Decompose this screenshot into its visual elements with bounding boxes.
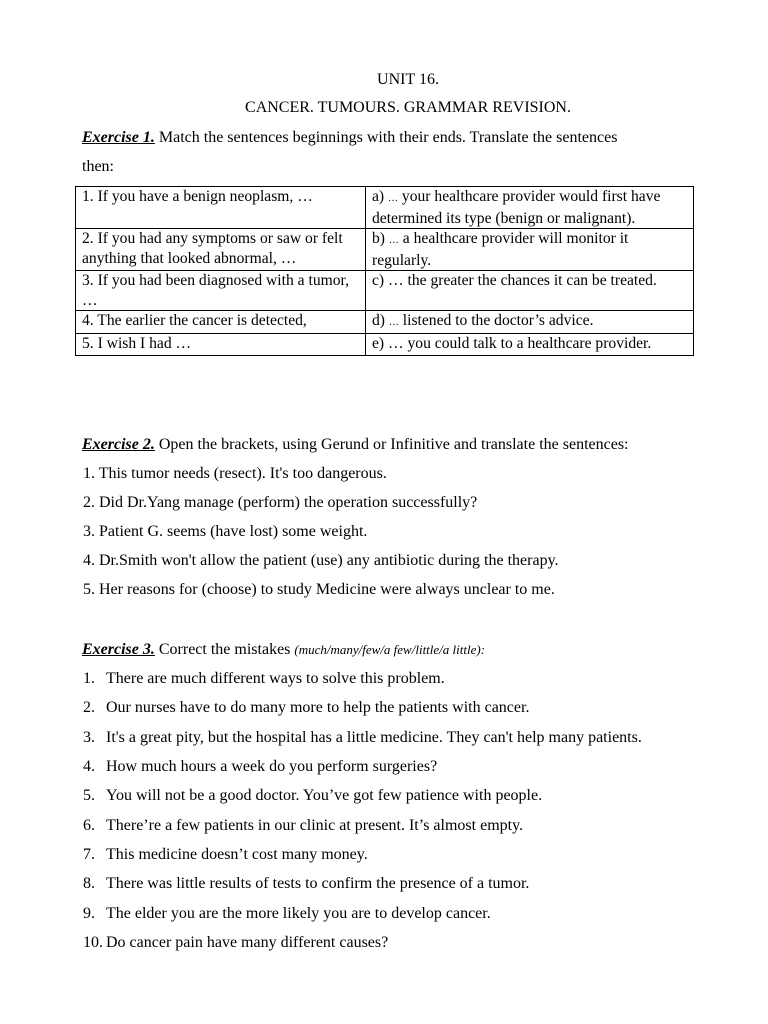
unit-title: UNIT 16.	[377, 71, 439, 88]
item-number: 3.	[83, 729, 95, 746]
table-cell-beginning: 2. If you had any symptoms or saw or felt anything that looked abnormal, …	[76, 229, 366, 271]
table-row	[76, 229, 694, 271]
table-cell-beginning: 1. If you have a benign neoplasm, …	[76, 187, 366, 229]
exercise2-instruction	[82, 435, 629, 455]
exercise3-label: Exercise 3.	[82, 641, 155, 658]
table-row	[76, 333, 694, 356]
item-text: Our nurses have to do many more to help the patients with cancer.	[106, 699, 530, 716]
ending-letter: a)	[372, 188, 389, 205]
exercise3-item	[83, 757, 437, 777]
table-row	[76, 271, 694, 311]
ending-ellipsis: …	[388, 235, 399, 246]
item-text: The elder you are the more likely you are to develop cancer.	[106, 905, 491, 922]
item-number: 4.	[83, 758, 95, 775]
ending-letter: d)	[372, 312, 389, 329]
item-text: How much hours a week do you perform surgeries?	[106, 758, 438, 775]
unit-subtitle: CANCER. TUMOURS. GRAMMAR REVISION.	[245, 99, 571, 116]
exercise1-instruction-text: Match the sentences beginnings with their ends. Translate the sentences	[154, 129, 618, 146]
table-cell-beginning: 4. The earlier the cancer is detected,	[76, 311, 366, 334]
ending-ellipsis: …	[388, 317, 399, 328]
item-number: 5.	[83, 787, 95, 804]
exercise3-item	[83, 933, 388, 953]
exercise3-item	[83, 874, 529, 894]
item-text: It's a great pity, but the hospital has a little medicine. They can't help many patients.	[106, 729, 642, 746]
exercise3-item	[83, 904, 491, 924]
item-text: There are much different ways to solve this problem.	[106, 670, 445, 687]
exercise3-item	[83, 728, 642, 748]
item-number: 10.	[83, 934, 103, 951]
exercise2-item: 1. This tumor needs (resect). It's too dangerous.	[83, 465, 387, 482]
table-cell-ending	[366, 311, 694, 334]
exercise3-item	[83, 698, 529, 718]
exercise1-instruction-cont: then:	[82, 158, 114, 175]
table-cell-ending	[366, 229, 694, 271]
item-text: There was little results of tests to confirm the presence of a tumor.	[106, 875, 530, 892]
item-text: You will not be a good doctor. You’ve got few patience with people.	[106, 787, 543, 804]
item-number: 8.	[83, 875, 95, 892]
exercise3-instruction	[82, 640, 485, 660]
ending-text: … the greater the chances it can be treated.	[388, 272, 657, 289]
table-cell-ending	[366, 333, 694, 356]
table-cell-ending	[366, 271, 694, 311]
ending-letter: e)	[372, 334, 389, 352]
item-number: 2.	[83, 699, 95, 716]
item-text: There’re a few patients in our clinic at present. It’s almost empty.	[106, 817, 524, 834]
table-cell-beginning: 3. If you had been diagnosed with a tumor, …	[76, 271, 366, 311]
exercise2-instruction-text: Open the brackets, using Gerund or Infinitive and translate the sentences:	[154, 436, 629, 453]
table-cell-ending	[366, 187, 694, 229]
exercise3-item	[83, 669, 445, 689]
exercise3-item	[83, 845, 368, 865]
item-number: 1.	[83, 670, 95, 687]
item-number: 7.	[83, 846, 95, 863]
exercise3-item	[83, 786, 542, 806]
exercise2-item: 2. Did Dr.Yang manage (perform) the operation successfully?	[83, 494, 478, 511]
item-text: This medicine doesn’t cost many money.	[106, 846, 368, 863]
exercise2-item: 4. Dr.Smith won't allow the patient (use) any antibiotic during the therapy.	[83, 552, 559, 569]
ending-text: listened to the doctor’s advice.	[398, 312, 594, 329]
matching-table	[75, 186, 694, 356]
ending-letter: c)	[372, 272, 389, 289]
item-number: 9.	[83, 905, 95, 922]
exercise3-hint: (much/many/few/a few/little/a little):	[294, 642, 486, 657]
item-number: 6.	[83, 817, 95, 834]
exercise2-label: Exercise 2.	[82, 436, 155, 453]
ending-ellipsis: …	[388, 193, 399, 204]
exercise3-instruction-text: Correct the mistakes	[154, 641, 295, 658]
ending-text: … you could talk to a healthcare provider.	[388, 334, 652, 352]
ending-letter: b)	[372, 230, 389, 247]
exercise3-item	[83, 816, 523, 836]
table-row	[76, 187, 694, 229]
exercise2-item: 5. Her reasons for (choose) to study Medicine were always unclear to me.	[83, 581, 555, 598]
exercise2-item: 3. Patient G. seems (have lost) some weight.	[83, 523, 368, 540]
ending-text: a healthcare provider will monitor it regularly.	[372, 230, 629, 269]
item-text: Do cancer pain have many different causes?	[106, 934, 389, 951]
table-row	[76, 311, 694, 334]
ending-text: your healthcare provider would first have determined its type (benign or malignant).	[372, 188, 661, 227]
exercise1-instruction	[82, 128, 617, 148]
exercise1-label: Exercise 1.	[82, 129, 155, 146]
table-cell-beginning: 5. I wish I had …	[76, 333, 366, 356]
